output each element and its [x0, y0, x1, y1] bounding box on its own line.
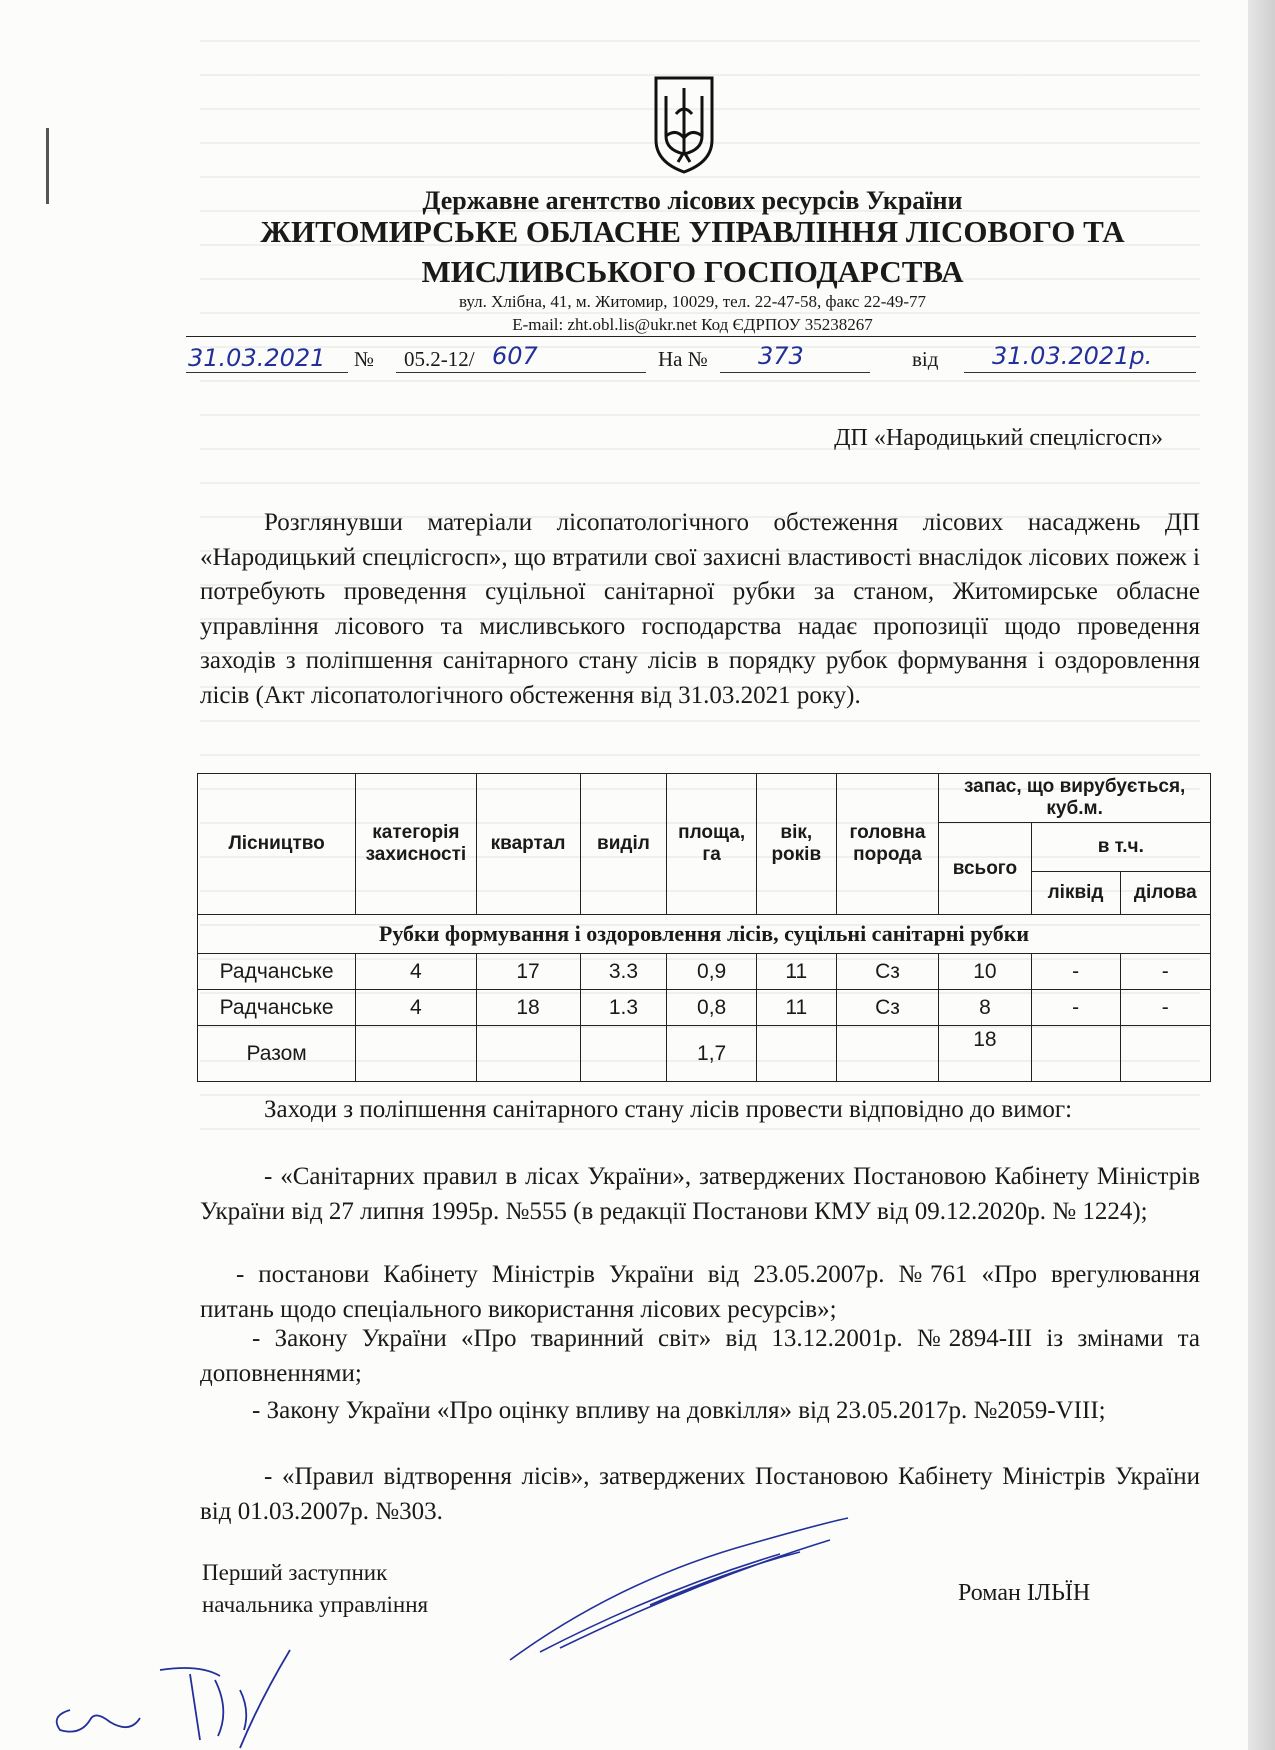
recipient: ДП «Народицький спецлісгосп» [834, 425, 1163, 451]
measure-item: - постанови Кабінету Міністрів України від 23.05.2007р. №761 «Про врегулювання питань щодо спеціального використання лісових ресурсів»; [200, 1261, 1200, 1323]
cell-sub: 3.3 [580, 954, 667, 990]
col-subcompartment: виділ [580, 774, 667, 915]
col-forestry: Лісництво [198, 774, 356, 915]
reply-underline [720, 372, 870, 373]
cell-business: - [1120, 954, 1210, 990]
measure-item: - Закону України «Про оцінку впливу на довкілля» від 23.05.2017р. №2059-VIII; [252, 1397, 1106, 1424]
date-underline [186, 372, 348, 373]
col-area: площа, га [667, 774, 757, 915]
col-species: головна порода [836, 774, 939, 915]
signatory-position [202, 1557, 428, 1621]
cell-age: 11 [756, 954, 836, 990]
handwritten-initials [40, 1640, 310, 1750]
table-section-row [198, 915, 1211, 954]
cell-forestry: Радчанське [198, 954, 356, 990]
from-label: від [912, 347, 939, 371]
org-address: вул. Хлібна, 41, м. Житомир, 10029, тел. 22-47-58, факс 22-49-77 [458, 292, 927, 311]
staple-mark [46, 128, 49, 204]
cell-empty [1031, 1026, 1120, 1082]
number-underline [396, 372, 646, 373]
number-prefix: 05.2-12/ [404, 347, 475, 371]
reply-date: 31.03.2021р. [992, 342, 1153, 370]
org-title-line1: ЖИТОМИРСЬКЕ ОБЛАСНЕ УПРАВЛІННЯ ЛІСОВОГО ТА [260, 214, 1125, 249]
signatory-name: Роман ІЛЬЇН [958, 1580, 1091, 1606]
position-line1: Перший заступник [202, 1560, 388, 1585]
cell-liquid: - [1031, 954, 1120, 990]
position-line2: начальника управління [202, 1592, 429, 1617]
page-edge-shadow [1248, 0, 1275, 1750]
logging-table [197, 773, 1211, 1082]
outgoing-date: 31.03.2021 [188, 344, 326, 372]
cell-quarter: 17 [476, 954, 580, 990]
col-category: категорія захисності [356, 774, 476, 915]
cell-forestry: Радчанське [198, 990, 356, 1026]
cell-liquid: - [1031, 990, 1120, 1026]
table-row [198, 954, 1211, 990]
org-title-line2: МИСЛИВСЬКОГО ГОСПОДАРСТВА [421, 254, 964, 289]
trident-coat-of-arms-icon [652, 74, 716, 174]
cell-empty [476, 1026, 580, 1082]
measure-item: - «Правил відтворення лісів», затверджених Постановою Кабінету Міністрів України від 01.03.2007р. №303. [200, 1463, 1200, 1525]
table-total-row [198, 1026, 1211, 1082]
col-total: всього [939, 823, 1031, 915]
col-age: вік, років [756, 774, 836, 915]
header-divider [186, 336, 1196, 337]
cell-empty [1120, 1026, 1210, 1082]
cell-empty [836, 1026, 939, 1082]
reply-date-underline [964, 372, 1196, 373]
col-stock: запас, що вирубується, куб.м. [939, 774, 1211, 823]
cell-empty [756, 1026, 836, 1082]
cell-total-area: 1,7 [667, 1026, 757, 1082]
cell-category: 4 [356, 990, 476, 1026]
cell-category: 4 [356, 954, 476, 990]
col-liquid: ліквід [1031, 872, 1120, 915]
col-business: ділова [1120, 872, 1210, 915]
cell-quarter: 18 [476, 990, 580, 1026]
outgoing-number: 607 [492, 342, 538, 370]
cell-total: 10 [939, 954, 1031, 990]
agency-name: Державне агентство лісових ресурсів України [422, 186, 963, 215]
handwritten-signature [500, 1510, 860, 1670]
cell-total-label: Разом [198, 1026, 356, 1082]
cell-area: 0,9 [667, 954, 757, 990]
measure-item: - Закону України «Про тваринний світ» від 13.12.2001р. №2894-ІІІ із змінами та доповненнями; [200, 1325, 1200, 1387]
section-title: Рубки формування і оздоровлення лісів, суцільні санітарні рубки [198, 915, 1211, 954]
measure-item: - «Санітарних правил в лісах України», затверджених Постановою Кабінету Міністрів України від 27 липня 1995р. №555 (в редакції Постанови КМУ від 09.12.2020р. № 1224); [200, 1163, 1200, 1225]
cell-empty [580, 1026, 667, 1082]
cell-species: Сз [836, 954, 939, 990]
table-header-row [198, 774, 1211, 823]
cell-empty [356, 1026, 476, 1082]
measures-intro: Заходи з поліпшення санітарного стану лісів провести відповідно до вимог: [264, 1096, 1073, 1123]
reply-number: 373 [758, 342, 804, 370]
cell-total-stock: 18 [939, 1026, 1031, 1082]
registration-line [186, 344, 1196, 378]
reply-label: На № [658, 347, 708, 371]
cell-sub: 1.3 [580, 990, 667, 1026]
org-email: E-mail: zht.obl.lis@ukr.net Код ЄДРПОУ 35238267 [512, 315, 873, 334]
col-including: в т.ч. [1031, 823, 1210, 872]
table-row [198, 990, 1211, 1026]
cell-total: 8 [939, 990, 1031, 1026]
cell-business: - [1120, 990, 1210, 1026]
cell-age: 11 [756, 990, 836, 1026]
number-label: № [354, 347, 375, 371]
intro-paragraph: Розглянувши матеріали лісопатологічного обстеження лісових насаджень ДП «Народицький спецлісгосп», що втратили свої захисні властивості внаслідок лісових пожеж і потребують проведення суцільної санітарної рубки за станом, Житомирське обласне управління лісового та мисливського господарства надає пропозиції щодо проведення заходів з поліпшення санітарного стану лісів в порядку рубок формування і оздоровлення лісів (Акт лісопатологічного обстеження від 31.03.2021 року). [200, 509, 1200, 709]
cell-area: 0,8 [667, 990, 757, 1026]
cell-species: Сз [836, 990, 939, 1026]
col-quarter: квартал [476, 774, 580, 915]
